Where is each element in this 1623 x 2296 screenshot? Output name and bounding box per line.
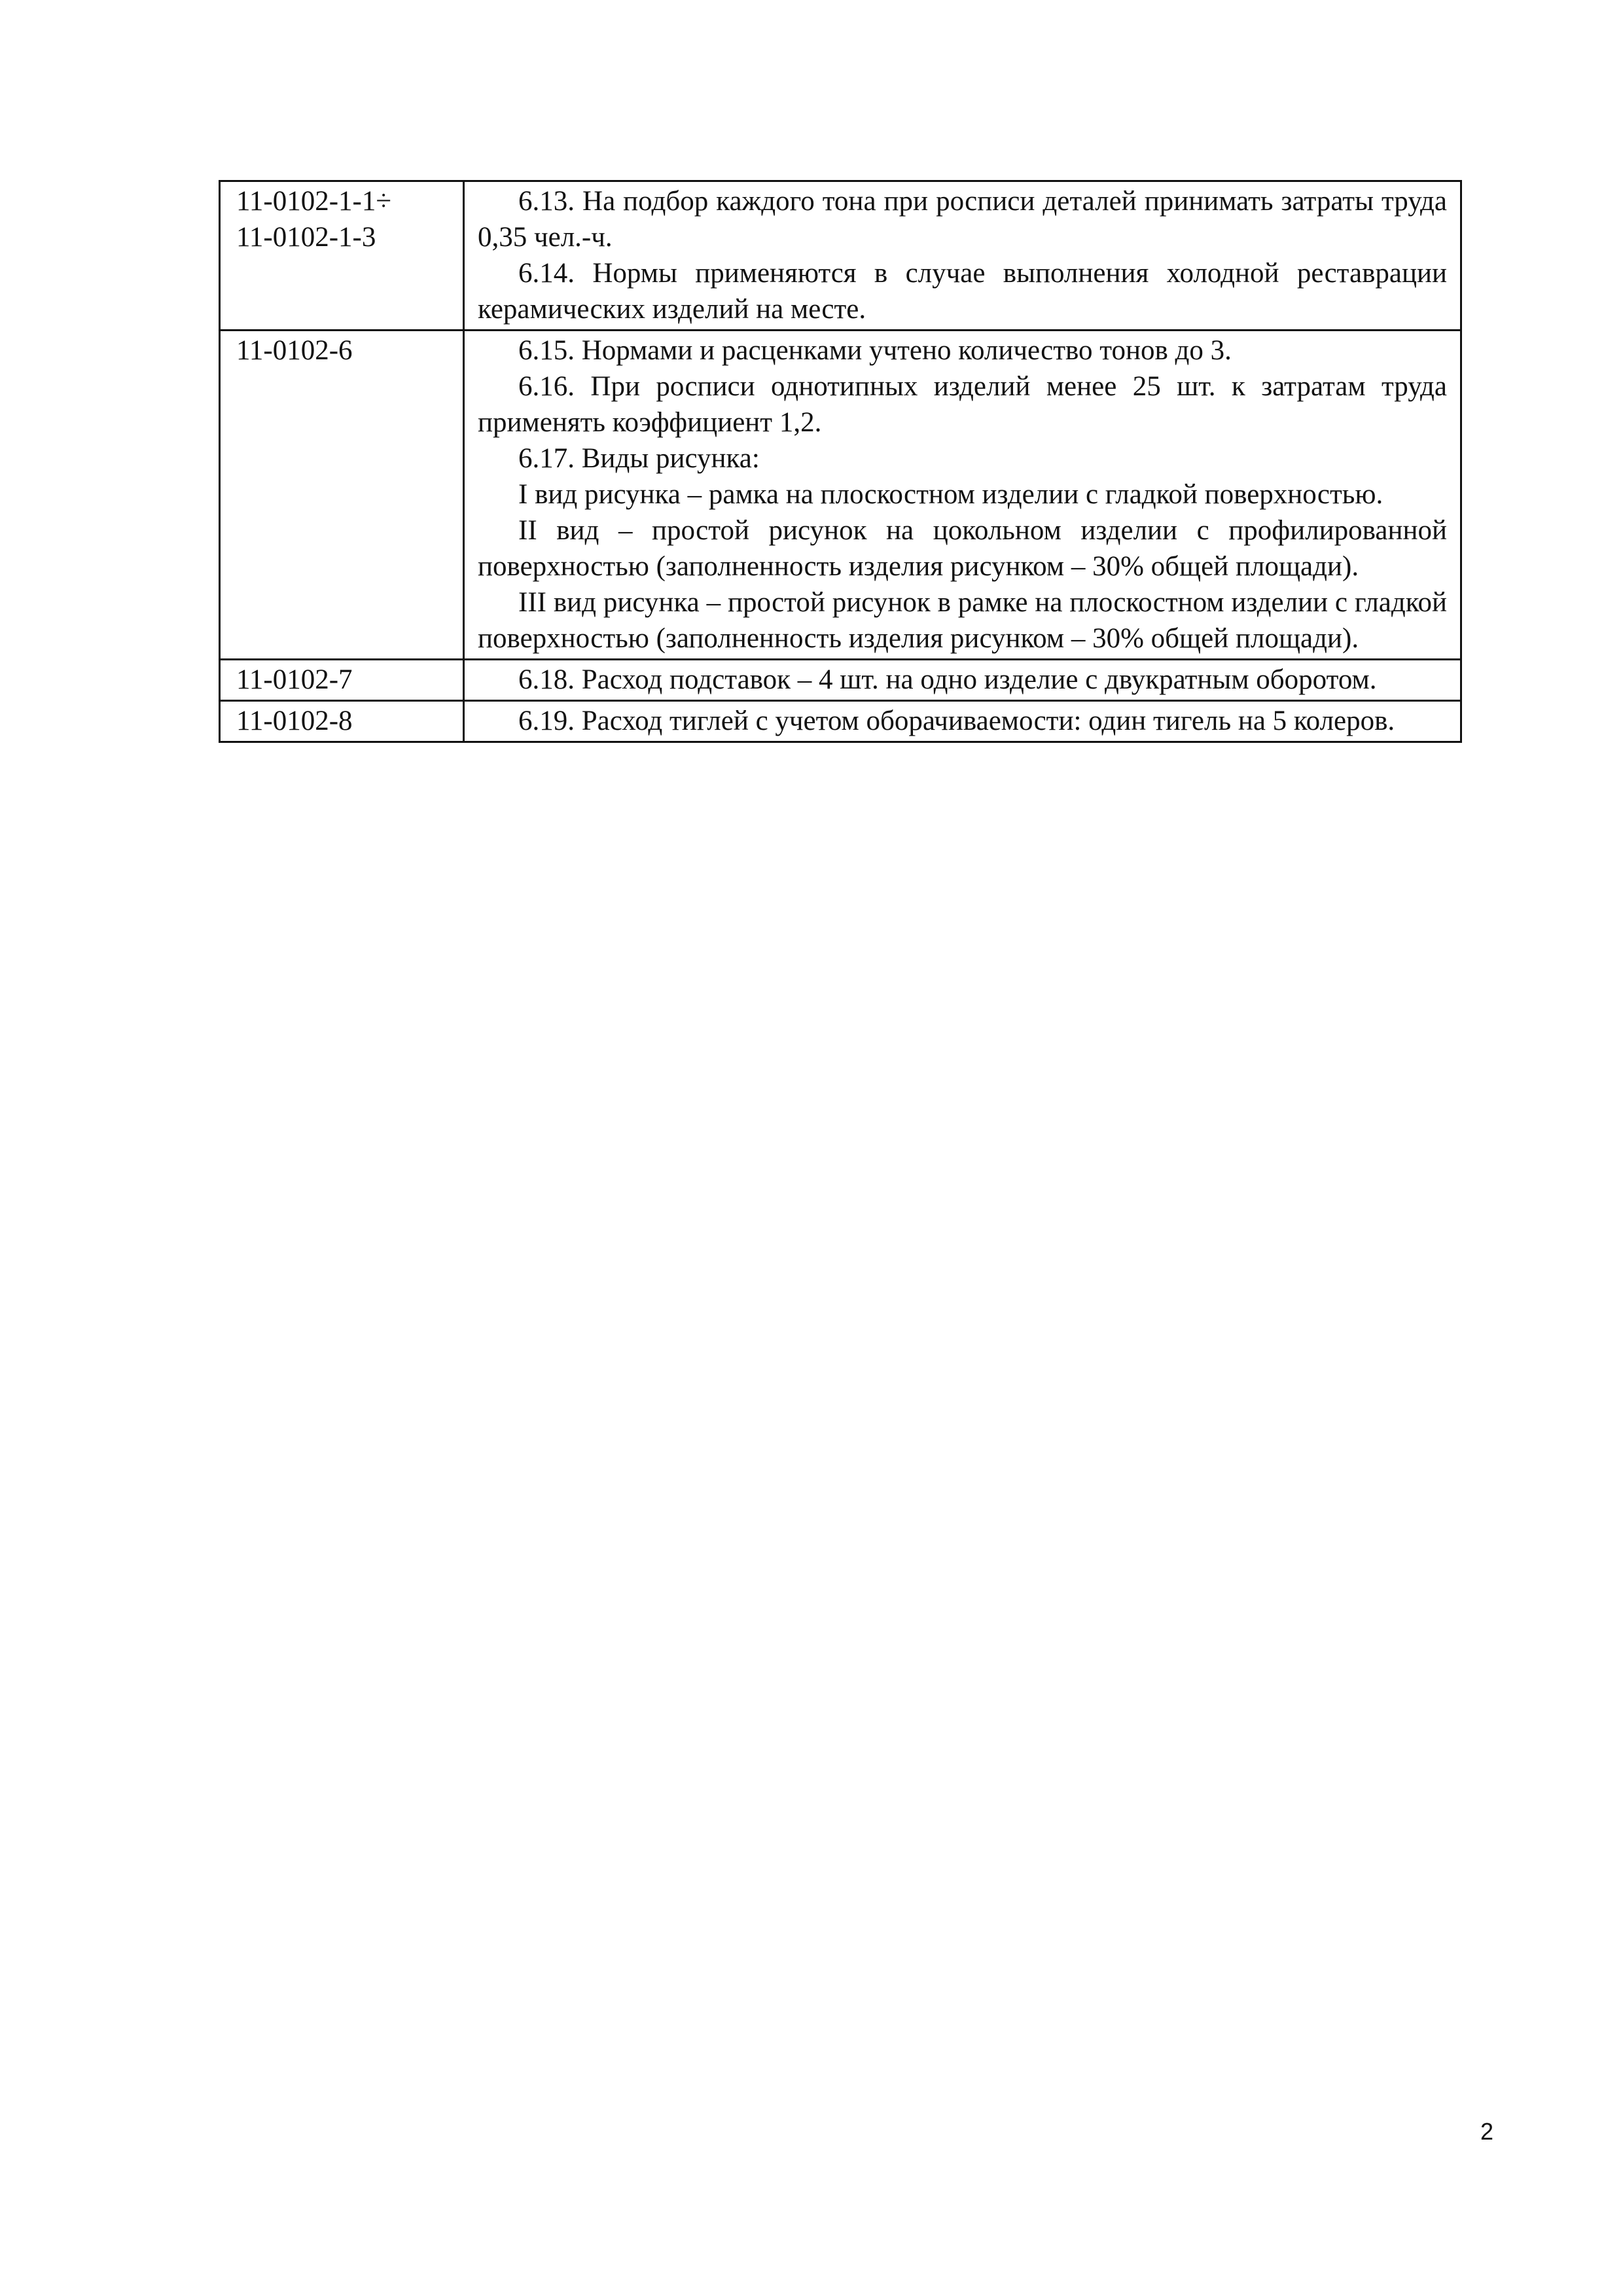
note-paragraph: 6.19. Расход тиглей с учетом оборачиваемости: один тигель на 5 колеров.	[518, 706, 1395, 736]
note-cell	[464, 181, 1461, 331]
code-cell	[220, 701, 464, 742]
note-paragraph: III вид рисунка – простой рисунок в рамке на плоскостном изделии с гладкой поверхностью (заполненность изделия рисунком – 30% общей площади).	[478, 587, 1447, 654]
rate-code: 11-0102-6	[236, 335, 353, 366]
code-cell	[220, 331, 464, 660]
code-cell	[220, 181, 464, 331]
rate-code: 11-0102-8	[236, 706, 353, 736]
table-row	[220, 660, 1461, 701]
notes-table	[219, 180, 1462, 743]
page-number: 2	[1480, 2118, 1494, 2145]
note-paragraph: I вид рисунка – рамка на плоскостном изделии с гладкой поверхностью.	[518, 479, 1383, 510]
code-cell	[220, 660, 464, 701]
rate-code: 11-0102-1-1÷	[236, 186, 391, 217]
rate-code: 11-0102-7	[236, 664, 353, 695]
table-row	[220, 331, 1461, 660]
note-paragraph: 6.17. Виды рисунка:	[518, 443, 760, 474]
note-cell	[464, 660, 1461, 701]
table-row	[220, 701, 1461, 742]
note-paragraph: 6.14. Нормы применяются в случае выполнения холодной реставрации керамических изделий на месте.	[478, 258, 1447, 325]
note-cell	[464, 701, 1461, 742]
table-row	[220, 181, 1461, 331]
rate-code: 11-0102-1-3	[236, 222, 376, 253]
note-cell	[464, 331, 1461, 660]
note-paragraph: 6.13. На подбор каждого тона при росписи деталей принимать затраты труда 0,35 чел.-ч.	[478, 186, 1447, 253]
note-paragraph: II вид – простой рисунок на цокольном изделии с профилированной поверхностью (заполненность изделия рисунком – 30% общей площади).	[478, 515, 1447, 582]
note-paragraph: 6.16. При росписи однотипных изделий менее 25 шт. к затратам труда применять коэффициент 1,2.	[478, 371, 1447, 438]
note-paragraph: 6.15. Нормами и расценками учтено количество тонов до 3.	[518, 335, 1232, 366]
note-paragraph: 6.18. Расход подставок – 4 шт. на одно изделие с двукратным оборотом.	[518, 664, 1377, 695]
